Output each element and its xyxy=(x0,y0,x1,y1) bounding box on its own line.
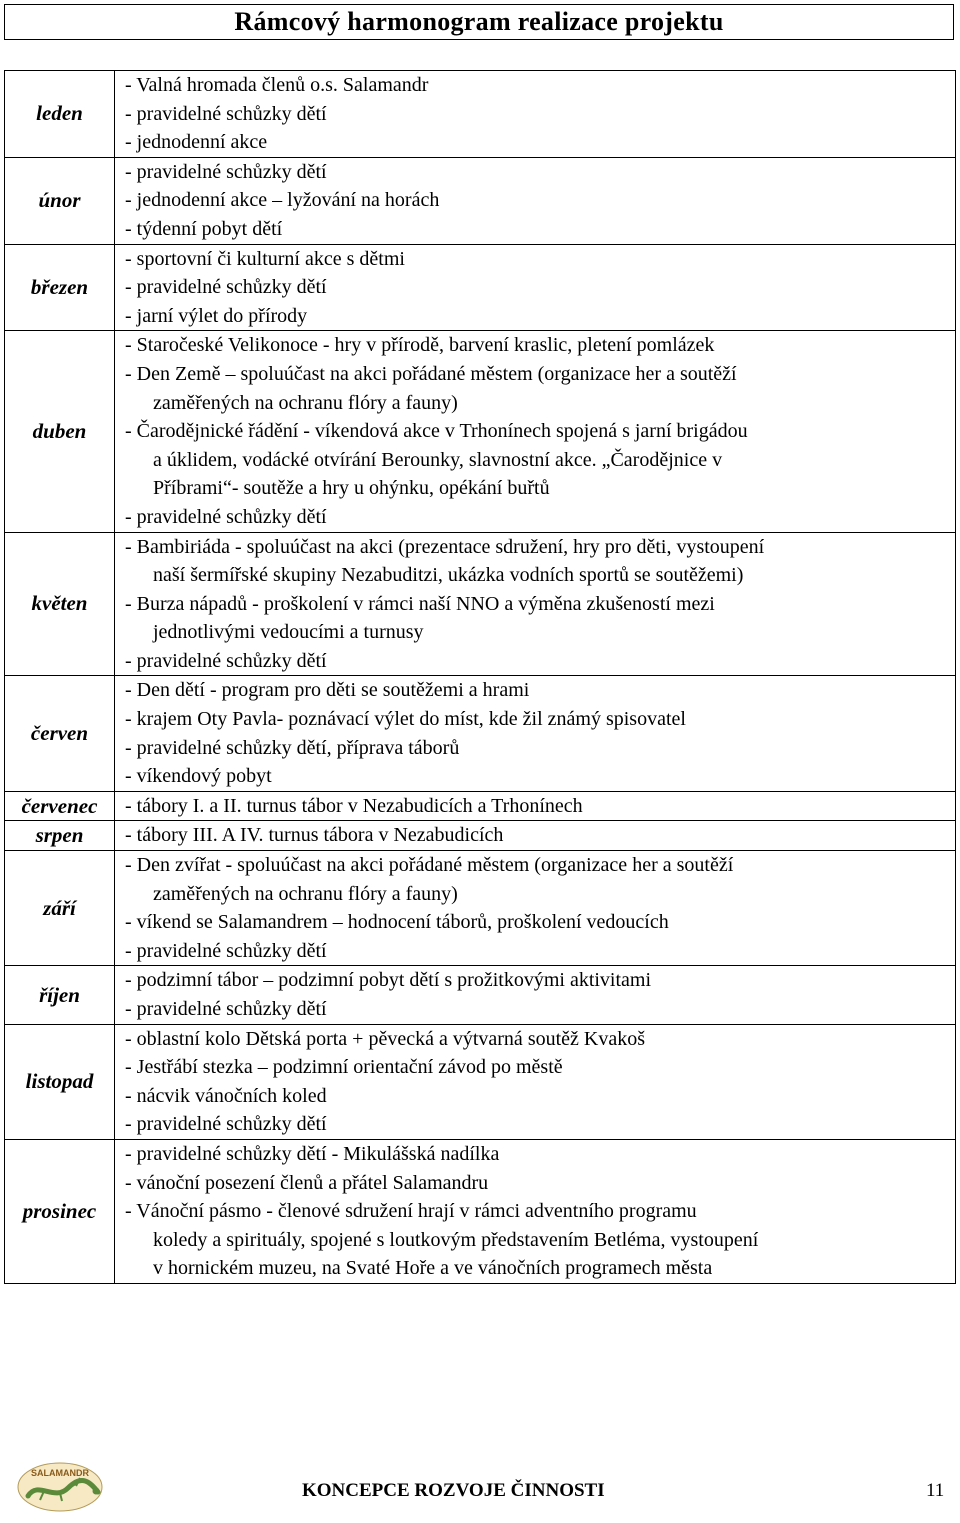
activities-cell xyxy=(115,676,956,791)
activities-cell xyxy=(115,71,956,158)
activity-line: - týdenní pobyt dětí xyxy=(125,217,283,240)
month-name: duben xyxy=(5,331,115,532)
activity-line: - jarní výlet do přírody xyxy=(125,304,308,327)
month-name: říjen xyxy=(5,966,115,1024)
activities-cell xyxy=(115,244,956,331)
month-name: leden xyxy=(5,71,115,158)
svg-text:SALAMANDR: SALAMANDR xyxy=(31,1468,89,1478)
activity-line: - Den dětí - program pro děti se soutěžemi a hrami xyxy=(125,679,530,702)
month-row xyxy=(5,244,956,331)
month-row xyxy=(5,331,956,532)
month-row xyxy=(5,157,956,244)
activities-cell xyxy=(115,157,956,244)
activity-line: v hornickém muzeu, na Svaté Hoře a ve vánočních programech města xyxy=(153,1257,713,1280)
activity-line: - Čarodějnické řádění - víkendová akce v Trhonínech spojená s jarní brigádou xyxy=(125,420,748,443)
month-row xyxy=(5,676,956,791)
month-name: září xyxy=(5,851,115,966)
activity-line: - víkend se Salamandrem – hodnocení táborů, proškolení vedoucích xyxy=(125,911,669,934)
activity-line: zaměřených na ochranu flóry a fauny) xyxy=(153,391,458,414)
activity-line: a úklidem, vodácké otvírání Berounky, slavnostní akce. „Čarodějnice v xyxy=(153,448,723,471)
activities-cell xyxy=(115,331,956,532)
activities-cell xyxy=(115,1024,956,1139)
footer-title: KONCEPCE ROZVOJE ČINNOSTI xyxy=(302,1480,605,1501)
activity-line: - Den zvířat - spoluúčast na akci pořádané městem (organizace her a soutěží xyxy=(125,854,734,877)
activity-line: - pravidelné schůzky dětí xyxy=(125,649,327,672)
month-row xyxy=(5,851,956,966)
activities-cell xyxy=(115,532,956,676)
month-name: březen xyxy=(5,244,115,331)
activity-line: - pravidelné schůzky dětí xyxy=(125,276,327,299)
activity-line: - pravidelné schůzky dětí xyxy=(125,998,327,1020)
activity-line: - tábory III. A IV. turnus tábora v Nezabudicích xyxy=(125,824,504,847)
activity-line: - pravidelné schůzky dětí xyxy=(125,102,327,125)
activity-line: - krajem Oty Pavla- poznávací výlet do míst, kde žil známý spisovatel xyxy=(125,708,686,731)
activities-cell xyxy=(115,791,956,821)
activity-line: koledy a spirituály, spojené s loutkovým představením Betléma, vystoupení xyxy=(153,1228,759,1251)
month-name: červenec xyxy=(5,791,115,821)
salamander-logo-icon xyxy=(14,1458,106,1516)
activity-line: - Vánoční pásmo - členové sdružení hrají v rámci adventního programu xyxy=(125,1200,697,1223)
month-row xyxy=(5,791,956,821)
month-row xyxy=(5,821,956,851)
activity-line: - pravidelné schůzky dětí xyxy=(125,1113,327,1136)
activities-cell xyxy=(115,851,956,966)
activity-line: - tábory I. a II. turnus tábor v Nezabudicích a Trhonínech xyxy=(125,794,583,817)
activity-line: - vánoční posezení členů a přátel Salamandru xyxy=(125,1171,489,1194)
month-row xyxy=(5,532,956,676)
activity-line: - Bambiriáda - spoluúčast na akci (prezentace sdružení, hry pro děti, vystoupení xyxy=(125,535,765,558)
activities-cell xyxy=(115,1139,956,1283)
activity-line: - jednodenní akce – lyžování na horách xyxy=(125,189,440,212)
month-name: listopad xyxy=(5,1024,115,1139)
activity-line: - podzimní tábor – podzimní pobyt dětí s prožitkovými aktivitami xyxy=(125,969,652,992)
activity-line: - sportovní či kulturní akce s dětmi xyxy=(125,247,405,270)
activity-line: - Den Země – spoluúčast na akci pořádané městem (organizace her a soutěží xyxy=(125,362,737,385)
activity-line: - pravidelné schůzky dětí xyxy=(125,160,327,183)
activities-cell xyxy=(115,821,956,851)
activity-line: - pravidelné schůzky dětí, příprava táborů xyxy=(125,736,460,759)
activity-line: jednotlivými vedoucími a turnusy xyxy=(153,621,424,644)
activity-line: - pravidelné schůzky dětí xyxy=(125,505,327,528)
month-name: únor xyxy=(5,157,115,244)
activity-line: - oblastní kolo Dětská porta + pěvecká a výtvarná soutěž Kvakoš xyxy=(125,1027,646,1050)
activity-line: - Valná hromada členů o.s. Salamandr xyxy=(125,74,429,96)
activity-line: - jednodenní akce xyxy=(125,131,268,154)
month-row xyxy=(5,1024,956,1139)
activity-line: zaměřených na ochranu flóry a fauny) xyxy=(153,882,458,905)
activity-line: - pravidelné schůzky dětí - Mikulášská nadílka xyxy=(125,1142,500,1165)
page-number: 11 xyxy=(926,1480,945,1501)
activity-line: naší šermířské skupiny Nezabuditzi, ukázka vodních sportů se soutěžemi) xyxy=(153,564,744,587)
activity-line: - víkendový pobyt xyxy=(125,765,272,788)
month-row xyxy=(5,966,956,1024)
month-name: květen xyxy=(5,532,115,676)
document-title: Rámcový harmonogram realizace projektu xyxy=(4,4,954,40)
activity-line: - pravidelné schůzky dětí xyxy=(125,939,327,962)
activity-line: - nácvik vánočních koled xyxy=(125,1084,327,1107)
activity-line: - Burza nápadů - proškolení v rámci naší NNO a výměna zkušeností mezi xyxy=(125,592,715,615)
schedule-table xyxy=(4,70,956,1284)
activity-line: - Staročeské Velikonoce - hry v přírodě, barvení kraslic, pletení pomlázek xyxy=(125,334,715,357)
month-name: červen xyxy=(5,676,115,791)
activity-line: Příbrami“- soutěže a hry u ohýnku, opékání buřtů xyxy=(153,477,550,500)
activity-line: - Jestřábí stezka – podzimní orientační závod po městě xyxy=(125,1056,563,1079)
month-name: srpen xyxy=(5,821,115,851)
month-row xyxy=(5,1139,956,1283)
activities-cell xyxy=(115,966,956,1024)
month-row xyxy=(5,71,956,158)
month-name: prosinec xyxy=(5,1139,115,1283)
